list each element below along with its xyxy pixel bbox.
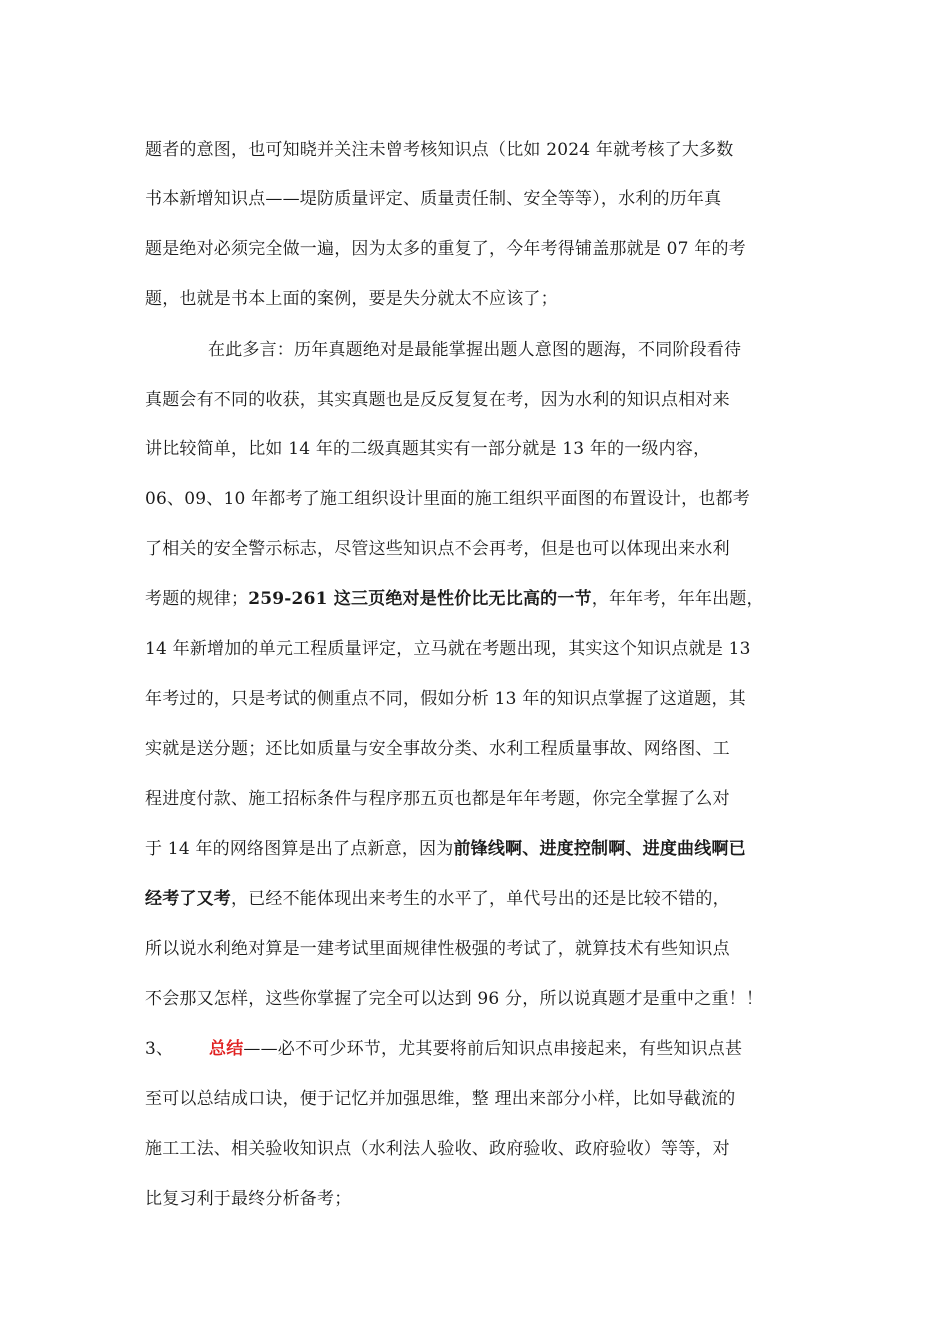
text-run: ，已经不能体现出来考生的水平了，单代号出的还是比较不错的， (231, 889, 730, 909)
text-line: 年考过的，只是考试的侧重点不同，假如分析 13 年的知识点掌握了这道题，其 (145, 689, 746, 709)
text-line: 程进度付款、施工招标条件与程序那五页也都是年年考题，你完全掌握了么对 (145, 789, 730, 809)
text-line: 实就是送分题；还比如质量与安全事故分类、水利工程质量事故、网络图、工 (145, 739, 730, 759)
text-run: ，年年考，年年出题， (591, 589, 764, 609)
text-run: 于 14 年的网络图算是出了点新意，因为 (145, 839, 454, 859)
bold-text-run: 259-261 这三页绝对是性价比无比高的一节 (248, 589, 592, 609)
text-line-with-bold (145, 888, 730, 910)
text-line: 比复习利于最终分析备考； (145, 1189, 352, 1209)
text-line: 至可以总结成口诀，便于记忆并加强思维，整 理出来部分小样，比如导截流的 (145, 1089, 736, 1109)
text-line: 题，也就是书本上面的案例，要是失分就太不应该了； (145, 289, 558, 309)
text-line: 施工工法、相关验收知识点（水利法人验收、政府验收、政府验收）等等，对 (145, 1139, 730, 1159)
bold-text-run: 前锋线啊、进度控制啊、进度曲线啊已 (453, 839, 746, 859)
text-line-with-bold (145, 588, 764, 610)
text-line: 不会那又怎样，这些你掌握了完全可以达到 96 分，所以说真题才是重中之重！！ (145, 989, 764, 1009)
text-run: ——必不可少环节，尤其要将前后知识点串接起来，有些知识点甚 (243, 1039, 743, 1059)
highlighted-heading: 总结 (209, 1039, 244, 1059)
text-line: 真题会有不同的收获，其实真题也是反反复复在考，因为水利的知识点相对来 (145, 390, 730, 410)
text-line: 题是绝对必须完全做一遍，因为太多的重复了，今年考得铺盖那就是 07 年的考 (145, 239, 746, 259)
item-number: 3、 (145, 1039, 174, 1059)
text-line: 所以说水利绝对算是一建考试里面规律性极强的考试了，就算技术有些知识点 (145, 939, 730, 959)
text-line-with-bold (145, 838, 746, 860)
text-line: 14 年新增加的单元工程质量评定，立马就在考题出现，其实这个知识点就是 13 (145, 639, 751, 659)
text-line: 了相关的安全警示标志，尽管这些知识点不会再考，但是也可以体现出来水利 (145, 539, 730, 559)
text-line: 题者的意图，也可知晓并关注未曾考核知识点（比如 2024 年就考核了大多数 (145, 140, 734, 160)
paragraph-first-line: 在此多言：历年真题绝对是最能掌握出题人意图的题海，不同阶段看待 (208, 340, 742, 360)
bold-text-run: 经考了又考 (145, 889, 231, 909)
text-run: 考题的规律； (145, 589, 249, 609)
text-line: 06、09、10 年都考了施工组织设计里面的施工组织平面图的布置设计，也都考 (145, 489, 750, 509)
numbered-item-line (145, 1038, 742, 1060)
text-line: 讲比较简单，比如 14 年的二级真题其实有一部分就是 13 年的一级内容， (145, 439, 711, 459)
text-line: 书本新增知识点——堤防质量评定、质量责任制、安全等等），水利的历年真 (145, 189, 722, 209)
